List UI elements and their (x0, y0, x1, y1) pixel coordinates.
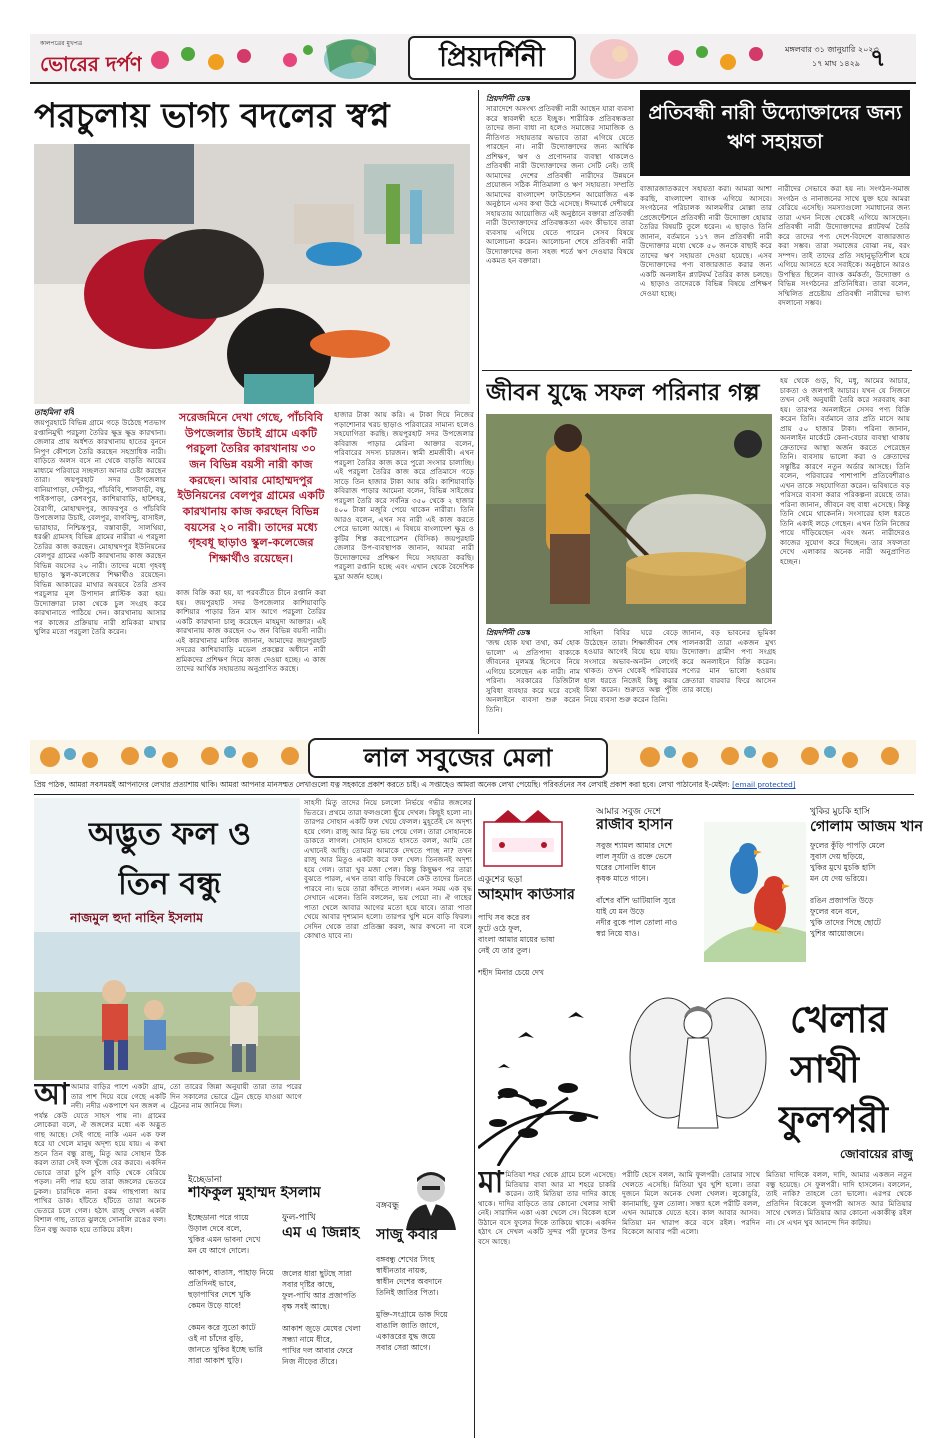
poem4-label: একুশের ছড়া (478, 875, 523, 885)
article2-dek: প্রিয়দর্শিনী ডেস্ক (486, 94, 530, 103)
article3-column-right: হয় থেকে গুড়, ঘি, মধু, আমের আচার, চাকতা ও জলপাই আচার। যখন যে সিজনে তখন সেই অনুযায়ী তৈরি করে সরবরাহ করা হয়। তারপর অনলাইনে সেসব পণ্য বিক্রি করেন তিনি। বর্তমানে তার প্রতি মাসে আয় প্রায় ৫০ হাজার টাকা। পরিনা জানান, অনলাইন মার্কেটে কেনা-বেচার ব্যবস্থা থাকায় ক্রেতাদের আস্থা অর্জন করতে পেরেছেন তিনি। ব্যবসায় ভালো করা ও ক্রেতাদের সন্তুষ্টির কারণে নতুন অর্ডার আসছে। তিনি বলেন, পরিবারের পাশাপাশি প্রতিবেশীরাও এখন তাকে সহযোগিতা করেন। ভবিষ্যতে বড় পরিসরে ব্যবসা করার পরিকল্পনা রয়েছে তার। পরিনা জানান, জীবনে বহু বাধা এসেছে। কিন্তু তিনি থেমে থাকেননি। সংসারের হাল ধরতে তিনি একাই লড়ে গেছেন। এখন তিনি নিজের পায়ে দাঁড়িয়েছেন এবং অন্য নারীদেরও কাজের সুযোগ করে দিচ্ছেন। তার সফলতা দেখে এলাকার অনেক নারী অনুপ্রাণিত হচ্ছেন। (780, 376, 910, 566)
fairy-story-title-line-3: ফুলপরী (778, 1097, 889, 1141)
story-column-1 (34, 1082, 166, 1438)
poem4-author: আহমাদ কাউসার (478, 888, 575, 903)
story-title-line-1: অদ্ভুত ফল ও (88, 816, 252, 852)
article1-photo-caption: তাহমিনা বর্ষি (34, 408, 75, 417)
article2-column-2: বাজারজাতকরণে সহায়তা করা। আমরা আশা করছি, বাংলাদেশ ব্যাংক এগিয়ে আসবে। সংগঠনের পরিচালক আলমগীর মোল্লা তার প্রেজেন্টেশনে প্রতিবন্ধী নারী উদ্যোক্তা হোয়ার তৈরির বিষয়টি তুলে ধরেন। এ ছাড়াও তিনি জানান, বর্তমানে ১১৭ জন প্রতিবন্ধী নারী উদ্যোক্তার মধ্যে থেকে ৫০ জনকে বাছাই করে তাদের ঋণ সহায়তা দেওয়া হয়েছে। এসব উদ্যোক্তাদের পণ্য বাজারজাত করার জন্য একটি অনলাইন প্ল্যাটফর্ম তৈরির কাজ চলছে। এ ছাড়াও তাদেরকে বিভিন্ন বিষয়ে প্রশিক্ষণ দেওয়া হচ্ছে। (640, 184, 772, 298)
fairy-story-title-line-1: খেলার (790, 997, 888, 1041)
article1-column-2: কাজ বিক্রি করা হয়, যা পরবর্তীতে চীনে রপ্তানি করা হয়। জয়পুরহাট সদর উপজেলার কাশিয়াবাড়ি কাশিয়ার পাড়ার তিন মাস আগে পরচুলা তৈরির একটি কারখানা চালু করেছেন মাহমুদা আক্তার। এই কারখানায় কাজ করছেন ৩০ জন বিভিন্ন বয়সী নারী। এই কারখানার মালিক জানান, আমাদের জয়পুরহাট সদরের কাশিয়াবাড়ি মডেল প্রকল্পের অধীনে নারী শ্রমিকদের প্রশিক্ষণ দিয়ে কাজ দেওয়া হচ্ছে। এ কাজ তাদের আর্থিক সহায়তায় অনুপ্রাণিত করছে। (176, 588, 326, 673)
poem5-author: রাজীব হাসান (596, 818, 673, 833)
fairy-story-title-line-2: সাথী (790, 1047, 860, 1091)
poem3-body: বঙ্গবন্ধু শেখের সিংহ স্বাধীনতার নায়ক, স্বাধীন দেশের অবদানে তিনিই জাতির পিতা। মুক্তি-সংগ্রামে ডাক দিয়ে বাঙালি জাতি জাগে, একাত্তরের যুদ্ধ জয়ে সবার সেরা আগে। (376, 1255, 448, 1352)
birds-illustration (704, 822, 806, 962)
kids-section-title: লাল সবুজের মেলা (308, 738, 608, 778)
story-column-3: সাহসী মিতু তাদের নিয়ে চললো নির্ভয়ে গভীর জঙ্গলের ভিতরে। প্রথমে তারা ফলগুলো ছুঁয়ে দেখল। কিছুই হলো না। তারপর সোহান একটি ফল খেয়ে ফেলল। মুহূর্তেই সে অদৃশ্য হয়ে গেল। রাজু আর মিতু ভয় পেয়ে গেল। তারা সোহানকে ডাকতে লাগল। সোহান হাসতে হাসতে বলল, আমি তো এখানেই আছি। তোমরা আমাকে দেখতে পাচ্ছ না? তখন রাজু আর মিতুও একটা করে ফল খেল। তিনজনই অদৃশ্য হয়ে গেল। তারা খুব মজা পেল। কিন্তু কিছুক্ষণ পর তারা বুঝতে পারল, এখন তারা বাড়ি ফিরলে কেউ তাদের চিনতে পারবে না। ভয়ে তারা কাঁদতে লাগল। এমন সময় এক বৃদ্ধ সেখানে এলেন। তিনি বললেন, ভয় পেয়ো না। ঐ গাছের পাতা খেলে আবার আগের মতো হয়ে যাবে। তারা পাতা খেয়ে আবার দৃশ্যমান হলো। তারপর খুশি মনে বাড়ি ফিরল। সেদিন থেকে তারা প্রতিজ্ঞা করল, আর কখনো না বলে কোথাও যাবে না। (304, 798, 472, 940)
section-divider (482, 370, 912, 371)
poem6-label: খুকির মুচকি হাসি (810, 807, 871, 817)
poem1-label: ইচ্ছেডানা (188, 1175, 223, 1185)
story-column-1-text: আমার বাড়ির পাশে একটা গ্রাম, তার পাশ দিয়ে বয়ে গেছে একটি নদী। নদীর একপাশে ঘন জঙ্গল এ পর্যন্ত কেউ যেতে সাহস পায় না। গ্রামের লোকেরা বলে, ঐ জঙ্গলের মধ্যে এক অদ্ভুত গাছ আছে। সেই গাছে নাকি এমন এক ফল ধরে যা খেলে মানুষ অদৃশ্য হয়ে যায়। এ কথা শুনে তিন বন্ধু রাজু, মিতু আর সোহান ঠিক করল তারা সেই ফল খুঁজে বের করবে। একদিন ভোরে তারা চুপি চুপি বাড়ি থেকে বেরিয়ে পড়ল। নদী পার হয়ে তারা জঙ্গলের ভেতরে ঢুকল। চারদিকে নানা রকম গাছপালা আর পাখির ডাক। হাঁটতে হাঁটতে তারা অনেক ভেতরে চলে গেল। হঠাৎ রাজু দেখল একটা বিশাল গাছ, তাতে ঝুলছে সোনালি রঙের ফল। তিন বন্ধু অবাক হয়ে তাকিয়ে রইল। (34, 1082, 166, 1234)
article3-column-1: 'জন্ম হোক যথা তথা, কর্ম হোক ভালো' এ প্রতিপাদ্য বাক্যকে জীবনের মূলমন্ত্র হিসেবে নিয়ে এগিয়ে চলেছেন এক নারী। নাম পরিনা। সরকারের ডিজিটাল সুবিধা ব্যবহার করে ঘরে বসেই অনলাইনে ব্যবসা শুরু করেন তিনি। (486, 638, 580, 714)
page-number: ৭ (870, 44, 886, 72)
article1-column-3: হাজার টাকা আয় করি। এ টাকা দিয়ে নিজের পড়াশোনার খরচ ছাড়াও পরিবারের সামান্য হলেও সহযোগিতা করছি। জয়পুরহাট সদর উপজেলার কবিরাজ পাড়ার মেরিনা আক্তার বলেন, পরিবারের সদস্য চারজন। স্বামী শ্রমজীবী। এখন পরচুলা তৈরির কাজ করে পুরো সংসার চালাচ্ছি। এই পরচুলা তৈরির কাজ করে প্রতিমাসে গড়ে সাড়ে তিন হাজার টাকা আয় করি। কাশিয়াবাড়ি কবিরাজ পাড়ার আমেনা বলেন, বিভিন্ন সাইজের পরচুলা তৈরি করে সর্বনিম্ন ৩৫০ থেকে ২ হাজার ৪০০ টাকা মজুরি পেয়ে থাকেন নারীরা। তিনি আরও বলেন, এখন সব নারী এই কাজ করতে পেরে ভালো আছে। এ বিষয়ে বাংলাদেশ ক্ষুদ্র ও কুটির শিল্প করপোরেশন (বিসিক) জয়পুরহাট জেলার উপ-ব্যবস্থাপক জানান, আমরা নারী উদ্যোক্তাদের প্রশিক্ষণ দিয়ে সহায়তা করছি। পরচুলা রপ্তানি হচ্ছে এবং এখান থেকে বৈদেশিক মুদ্রা অর্জন হচ্ছে। (334, 410, 474, 581)
masthead-decoration-left (140, 36, 410, 82)
fairy-story-column-3: মিতিয়া দাদিকে বলল, দাদি, আমার একজন নতুন বন্ধু হয়েছে। সে ফুলপরী। দাদি হাসলেন। বললেন, তাই নাকি? তাহলে তো ভালো। এরপর থেকে প্রতিদিন বিকেলে ফুলপরী আসত আর মিতিয়ার সাথে খেলত। মিতিয়ার আর কোনো একাকীত্ব রইল না। সে এখন খুব আনন্দে দিন কাটায়। (766, 1170, 912, 1227)
article3-headline: জীবন যুদ্ধে সফল পরিনার গল্প (486, 379, 760, 406)
article3-column-2: সাহিনা বিবির ঘরে বেড়ে উঠেছেন তারা। শিক্ষাজীবন শেষ হওয়ার আগেই বিয়ে হয়ে যায়। সংসারে অভাব-অনটন লেগেই থাকত। তখন থেকেই পরিবারের হাল ধরতে নিজেই কিছু করার চিন্তা করেন। শুরুতে অল্প পুঁজি নিয়ে ব্যবসা শুরু করেন তিনি। (584, 628, 678, 704)
poem6-body: ফুলের কুঁড়ি পাপড়ি মেলে সুবাস দেয় ছড়িয়ে, খুকির মুখে মুচকি হাসি মন যে দেয় ভরিয়ে। রঙিন প্রজাপতি উড়ে ফুলের বনে বনে, খুকি তাদের পিছে ছোটে খুশির আয়োজনে। (810, 841, 885, 938)
fairy-story-author: জোবায়ের রাজু (840, 1147, 913, 1161)
article1-column-1: জয়পুরহাটে বিভিন্ন গ্রামে গড়ে উঠেছে শতভাগ রপ্তানিমুখী পরচুলা তৈরির ক্ষুদ্র ক্ষুদ্র কারখানা। জেলার প্রায় অর্ধশত কারখানায় হাতের বুননে নিপুণ কৌশলে তৈরি করছেন সহস্রাধিক নারী। বাড়িতে অলস বসে না থেকে বাড়তি আয়ের মাধ্যমে পরিবারে সচ্ছলতা আনার চেষ্টা করছেন তারা। জয়পুরহাট সদর উপজেলার বানিয়াপাড়া, দেবীপুর, পাঁচবিবি, শালবাড়ী, বম্বু, পাইকপাড়া, কেশবপুর, কাশিয়াবাড়ি, হাটশহর, বৈরাগী, মোহাম্মদপুর, জাফরপুর ও পাঁচবিবি উপজেলার উচাই, বেলপুর, বাগবিন্দু, বাসাইল, ভারাহার, নিশ্চিন্তপুর, বস্তাবাড়ী, সালথিয়া, ধরঞ্জী গ্রামসহ বিভিন্ন গ্রামের নারীরা এ পরচুলা তৈরির কাজ করছেন। মোহাম্মদপুর ইউনিয়নের বেলপুর গ্রামের একটি কারখানায় কাজ করছেন বিভিন্ন বয়সের ২০ নারী। তাদের মধ্যে গৃহবধূ ছাড়াও স্কুল-কলেজের শিক্ষার্থীও রয়েছেন। বিভিন্ন আকারের মাথার অবয়বে তৈরি প্রসব পরচুলার মূল উপাদান প্লাস্টিক করা হয়। উদ্যোক্তারা ঢাকা থেকে চুল সংগ্রহ করে কারখানাতে পাঠিয়ে দেন। কারখানায় আসার পর কাজের প্রক্রিয়ায় নারী শ্রমিকরা মাথার খুলির মতো পরচুলা তৈরি করেন। (34, 418, 166, 636)
submission-notice (34, 780, 914, 792)
section-title: প্রিয়দর্শিনী (408, 36, 576, 80)
fairy-story-column-1-text: মিতিয়া শহর থেকে গ্রামে চলে এসেছে। মিতিয়ার বাবা আর মা শহরে চাকরি করেন। তাই মিতিয়া তার দাদির কাছে থাকে। দাদির বাড়িতে তার কোনো খেলার সাথী নেই। সারাদিন একা একা খেলে সে। বিকেল হলে উঠানে বসে ফুলের দিকে তাকিয়ে থাকে। একদিন হঠাৎ সে দেখল একটি সুন্দর পরী ফুলের উপর বসে আছে। (478, 1170, 616, 1246)
submission-email-link[interactable]: [email protected] (732, 780, 796, 789)
column-divider (474, 798, 475, 1438)
bangabandhu-portrait (396, 1166, 466, 1230)
poem3-author: সাজু কবীর (376, 1228, 439, 1243)
poem2-label: ফুল-পাখি (282, 1213, 316, 1223)
story-column-2: তো তারের জিন্না অনুযায়ী তারা তার পরের দিন সকালের ভোরে ট্রেন ছেড়ে যাওয়া আগে ট্রেনের নাম জানিয়ে দিল। (170, 1082, 302, 1110)
article1-headline: পরচুলায় ভাগ্য বদলের স্বপ্ন (34, 96, 390, 136)
article3-photo (486, 414, 772, 624)
story-title-line-2: তিন বন্ধু (118, 866, 222, 902)
amader-logo (480, 808, 566, 870)
date-gregorian: মঙ্গলবার ৩১ জানুয়ারি ২০২৩ (785, 45, 879, 54)
notice-divider (34, 794, 914, 795)
fairy-story-column-1 (478, 1170, 616, 1440)
fairy-illustration (478, 978, 768, 1166)
article1-photo (34, 144, 470, 404)
article2-column-3: নারীদের সেভাবে করা হয় না। সংগঠন-সমাজ সংগঠন ও নানাজনের সাথে যুক্ত হয়ে আমরা বেরিয়ে এসেছি। সমস্যাগুলো সমাধানের জন্য তারা এখন নিজে থেকেই এগিয়ে আসছেন। প্রতিবন্ধী নারী উদ্যোক্তাদের প্ল্যাটফর্ম তৈরি করে তাদের পণ্য দেশে-বিদেশে বাজারজাত করা সম্ভব। তারা সমাজের বোঝা নয়, বরং সম্পদ। তাই তাদের প্রতি সহানুভূতিশীল হয়ে এগিয়ে আসতে হবে সবাইকে। অনুষ্ঠানে আরও উপস্থিত ছিলেন ব্যাংক কর্মকর্তা, উদ্যোক্তা ও বিভিন্ন সংগঠনের প্রতিনিধিরা। তারা বলেন, সম্মিলিত প্রচেষ্টায় প্রতিবন্ধী নারীদের ভাগ্য বদলানো সম্ভব। (778, 184, 910, 307)
poem1-body: ইচ্ছেডানা পরে গায়ে উড়াল দেবে বলে, খুকির এমন ভাবনা দেখে মন যে আগে দোলে। আকাশ, বাতাস, পাহাড় নিয়ে প্রতিদিনই ভাবে, ছড়াপাখির দেশে খুকি কেমন উড়ে যাবে! কেমন করে সুতো কাটে ওই না চাঁদের বুড়ি, জানতে খুকির ইচ্ছে ভারি সারা আকাশ ঘুড়ি। (188, 1213, 274, 1365)
poem2-author: এম এ জিন্নাহ (282, 1226, 360, 1241)
article2-column-1: সারাদেশে অসংখ্য প্রতিবন্ধী নারী আছেন যারা ব্যবসা করে স্বাবলম্বী হতে ইচ্ছুক। শারীরিক প্রতিবন্ধকতা তাদের জন্য বাধা না হলেও সমাজের সামাজিক ও নীতিগত সহায়তার অভাবে তারা এগিয়ে যেতে পারছেন না। নারী উদ্যোক্তাদের জন্য আর্থিক প্রশিক্ষণ, ঋণ ও প্রণোদনার ব্যবস্থা থাকলেও প্রতিবন্ধী নারী উদ্যোক্তাদের জন্য সেটি নেই। তাই আমাদের দেশের প্রতিবন্ধী নারীদের উন্নয়নে প্রয়োজন সঠিক নীতিমালা ও ঋণ সহায়তা। সম্প্রতি আমাদের বাংলাদেশ ফাউন্ডেশন আয়োজিত এক অনুষ্ঠানে এসব কথা উঠে এসেছে। ঈদমার্কে দেশীয়রে সহায়তায় আয়োজিত এই অনুষ্ঠানে বক্তারা প্রতিবন্ধী নারী উদ্যোক্তাদের প্রতিবন্ধকতা এবং কীভাবে তারা ব্যবসায় এগিয়ে যেতে পারেন সেসব বিষয়ে আলোচনা করেন। আলোচনা শেষে প্রতিবন্ধী নারী উদ্যোক্তাদের জন্য সহজ শর্তে ঋণ দেওয়ার বিষয়ে একমত হন বক্তারা। (486, 104, 634, 265)
notice-text: প্রিয় পাঠক, আমরা সবসময়ই আপনাদের লেখার প্রত্যাশায় থাকি। আমরা আপনার মানসম্মত লেখাগুলো যত্ন সহকারে প্রকাশ করতে চাই। এ সপ্তাহেও আমরা অনেক লেখা পেয়েছি। পরিবর্তনের সব লেখাই প্রকাশ করা হবে। লেখা পাঠানোর ই-মেইল: (34, 780, 730, 789)
fairy-story-column-2: পরীটি হেসে বলল, আমি ফুলপরী। তোমার সাথে খেলতে এসেছি। মিতিয়া খুব খুশি হলো। তারা দুজনে মিলে অনেক খেলা খেলল। লুকোচুরি, কানামাছি, ফুল তোলা। সন্ধ্যা হলে পরীটি বলল, এখন আমাকে যেতে হবে। কাল আবার আসব। মিতিয়া মন খারাপ করে বসে রইল। পরদিন বিকেলে আবার পরী এলো। (622, 1170, 760, 1236)
poem4-body: পাখি সব করে রব ফুটে ওঠে ফুল, বাংলা আমার মায়ের ভাষা নেই যে তার তুল। শহীদ মিনার চেয়ে দেখ (478, 913, 555, 977)
story-illustration (34, 932, 300, 1080)
poem5-label: আমার সবুজ দেশে (596, 807, 662, 817)
poem5-body: সবুজ শ্যামল আমার দেশে লাল সূর্যটা ও রক্তে ভেসে ঘরের সোনালি ধানে কৃষক মাতে গানে। বাঁশের বাঁশি ভাটিয়ালি সুরে যাই যে মন উড়ে নদীর বুকে পাল তোলা নাও স্বপ্ন নিয়ে যাও। (596, 841, 678, 938)
paper-tagline: কালপত্রের মুখপত্র (40, 40, 83, 47)
paper-name: ভোরের দর্পণ (40, 52, 142, 76)
date-bengali: ১৭ মাঘ ১৪২৯ (812, 59, 860, 68)
poem3-label: বঙ্গবন্ধু (376, 1201, 400, 1211)
article1-pullquote: সরেজমিনে দেখা গেছে, পাঁচবিবি উপজেলার উচাই গ্রামে একটি পরচুলা তৈরির কারখানায় ৩০ জন বিভিন্ন বয়সী নারী কাজ করছেন। আবার মোহাম্মদপুর ইউনিয়নের বেলপুর গ্রামের একটি কারখানায় কাজ করছেন বিভিন্ন বয়সের ২০ নারী। তাদের মধ্যে গৃহবধূ ছাড়াও স্কুল-কলেজের শিক্ষার্থীও রয়েছেন। (177, 410, 325, 566)
poem1-author: শফিকুল মুহাম্মদ ইসলাম (188, 1186, 321, 1201)
column-divider (478, 90, 479, 734)
masthead-decoration-right (580, 36, 776, 82)
story-dropcap: আ (34, 1082, 69, 1112)
article3-dek: প্রিয়দর্শিনী ডেস্ক (486, 628, 530, 637)
story-author: নাজমুল হুদা নাহিন ইসলাম (70, 910, 204, 925)
article2-headline: প্রতিবন্ধী নারী উদ্যোক্তাদের জন্য ঋণ সহায়তা (640, 90, 910, 176)
poem2-body: জলের ধারা ছুটছে সারা সবার দৃষ্টির কাছে, ফুল-পাখি আর প্রজাপতি বৃক্ষ সবই আছে। আকাশ জুড়ে মেঘের খেলা সন্ধ্যা নামে ধীরে, পাখির দল আবার ফেরে নিজ নীড়ের তীরে। (282, 1269, 361, 1366)
poem6-author: গোলাম আজম খান (810, 820, 924, 835)
article3-column-3: জানান, বড় ভাবনের ভূমিকা পালনকারী তারা একজন মুখ্য উদ্যোক্তা। গ্রামীণ পণ্য সংগ্রহ করে অনলাইনে বিক্রি করেন। পণ্যের মান ভালো হওয়ায় ক্রেতারা বারবার ফিরে আসেন তার কাছে। (682, 628, 776, 694)
fairy-story-dropcap: মা (478, 1170, 504, 1200)
